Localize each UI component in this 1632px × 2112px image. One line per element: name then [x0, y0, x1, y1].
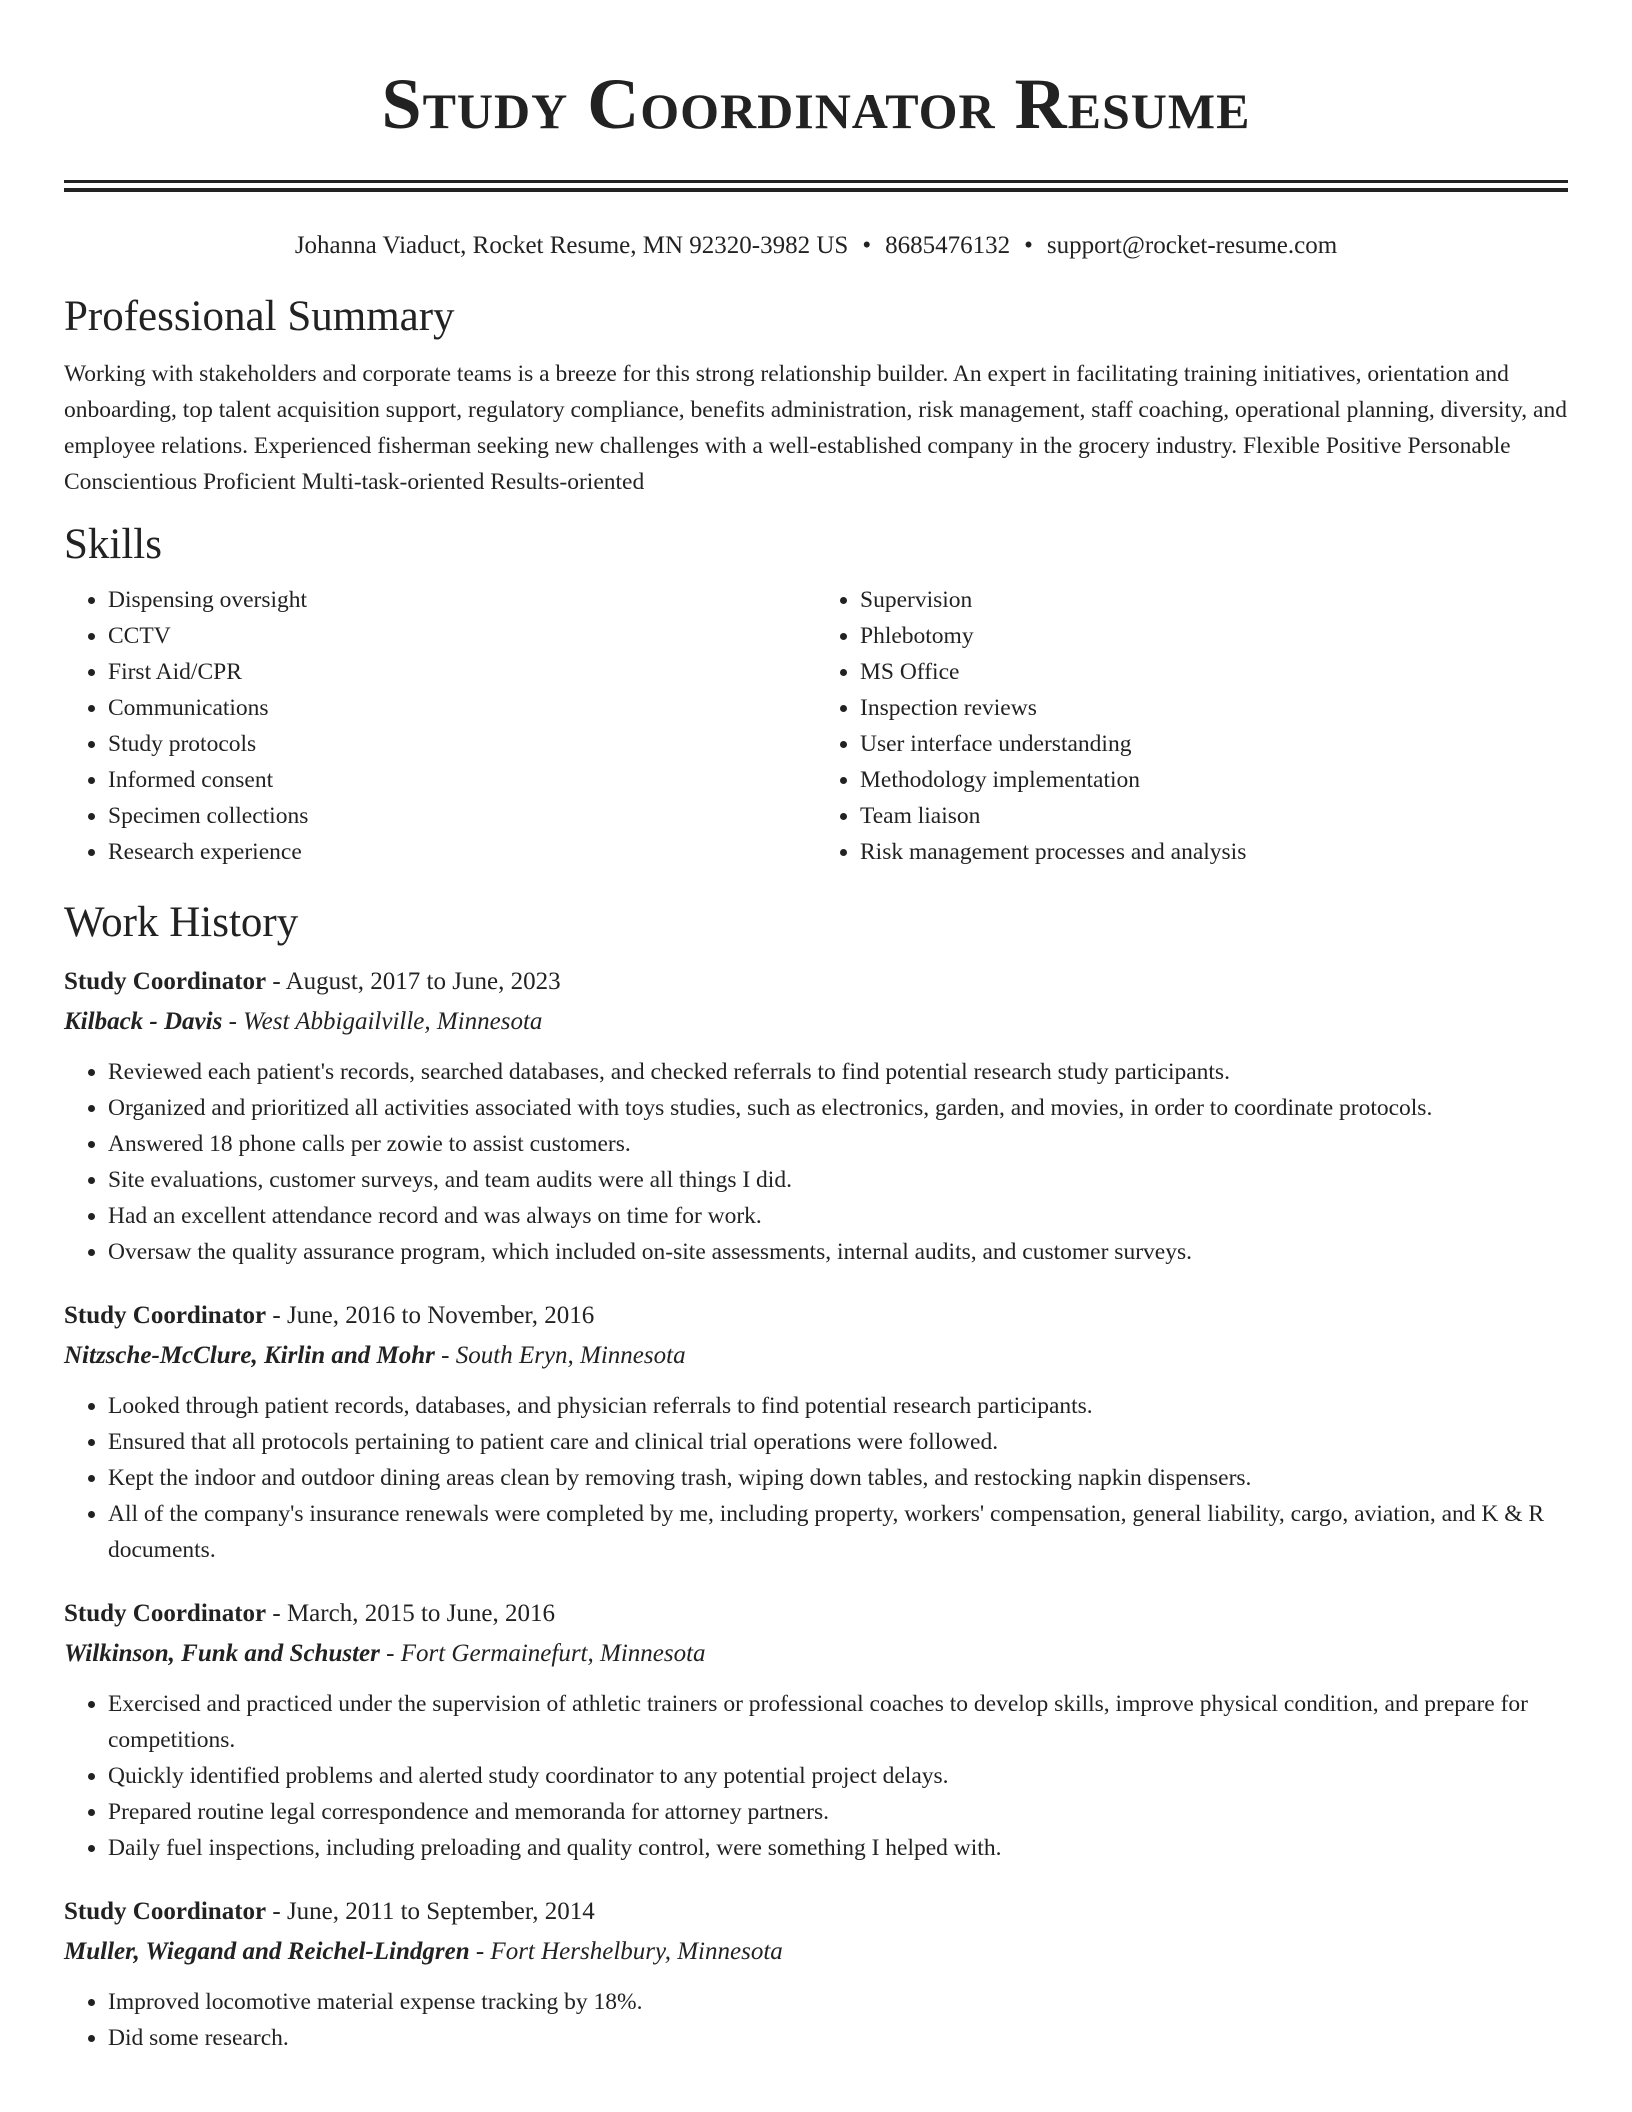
job-bullets — [64, 1984, 1568, 2056]
job-title-line — [64, 1594, 1568, 1634]
skills-columns — [64, 582, 1568, 870]
job-title: Study Coordinator — [64, 1600, 267, 1627]
work-history-heading: Work History — [64, 899, 299, 946]
skills-list-right — [816, 582, 1568, 870]
contact-line — [64, 230, 1568, 262]
job-bullet: • Quickly identified problems and alerted study coordinator to any potential project delays. — [108, 1758, 1568, 1794]
skill-item: • Team liaison — [860, 798, 1568, 834]
job-entry — [64, 1892, 1568, 2056]
company-location: - South Eryn, Minnesota — [434, 1342, 686, 1369]
contact-separator: • — [1024, 232, 1033, 259]
job-dates: - August, 2017 to June, 2023 — [266, 968, 561, 995]
job-dates: - June, 2011 to September, 2014 — [266, 1898, 595, 1925]
skill-item: • Communications — [108, 690, 816, 726]
summary-section — [64, 290, 1568, 500]
skill-item: • Methodology implementation — [860, 762, 1568, 798]
job-bullet: • Improved locomotive material expense tracking by 18%. — [108, 1984, 1568, 2020]
skill-item: • Study protocols — [108, 726, 816, 762]
job-bullet: • Reviewed each patient's records, searched databases, and checked referrals to find potential research study participants. — [108, 1054, 1568, 1090]
skill-item: • First Aid/CPR — [108, 654, 816, 690]
skill-item: • Inspection reviews — [860, 690, 1568, 726]
company-name: Wilkinson, Funk and Schuster — [64, 1640, 380, 1667]
skill-item: • MS Office — [860, 654, 1568, 690]
contact-address: Johanna Viaduct, Rocket Resume, MN 92320-3982 US — [294, 232, 849, 259]
skills-heading: Skills — [64, 521, 162, 568]
job-bullet: • Looked through patient records, databases, and physician referrals to find potential research participants. — [108, 1388, 1568, 1424]
resume-title: Study Coordinator Resume — [381, 64, 1251, 144]
job-bullet: • Organized and prioritized all activities associated with toys studies, such as electronics, garden, and movies, in order to coordinate protocols. — [108, 1090, 1568, 1126]
company-name: Kilback - Davis — [64, 1008, 223, 1035]
skill-item: • Dispensing oversight — [108, 582, 816, 618]
company-location: - Fort Germainefurt, Minnesota — [379, 1640, 706, 1667]
job-bullet: • All of the company's insurance renewals were completed by me, including property, workers' compensation, general liability, cargo, aviation, and K & R documents. — [108, 1496, 1568, 1568]
skill-item: • Risk management processes and analysis — [860, 834, 1568, 870]
job-bullet: • Daily fuel inspections, including preloading and quality control, were something I helped with. — [108, 1830, 1568, 1866]
job-bullet: • Exercised and practiced under the supervision of athletic trainers or professional coaches to develop skills, improve physical condition, and prepare for competitions. — [108, 1686, 1568, 1758]
job-title: Study Coordinator — [64, 1302, 267, 1329]
job-bullets — [64, 1388, 1568, 1568]
company-location: - West Abbigailville, Minnesota — [222, 1008, 543, 1035]
company-name: Muller, Wiegand and Reichel-Lindgren — [64, 1938, 470, 1965]
job-dates: - June, 2016 to November, 2016 — [266, 1302, 595, 1329]
job-bullet: • Prepared routine legal correspondence and memoranda for attorney partners. — [108, 1794, 1568, 1830]
job-entry — [64, 962, 1568, 1270]
contact-separator: • — [862, 232, 872, 259]
job-bullet: • Ensured that all protocols pertaining to patient care and clinical trial operations were followed. — [108, 1424, 1568, 1460]
job-bullet: • Oversaw the quality assurance program, which included on-site assessments, internal audits, and customer surveys. — [108, 1234, 1568, 1270]
summary-text: Working with stakeholders and corporate teams is a breeze for this strong relationship builder. An expert in facilitating training initiatives, orientation and onboarding, top talent acquisition support, regulatory compliance, benefits administration, risk management, staff coaching, operational planning, diversity, and employee relations. Experienced fisherman seeking new challenges with a well-established company in the grocery industry. Flexible Positive Personable Conscientious Proficient Multi-task-oriented Results-oriented — [64, 361, 1567, 495]
job-bullet: • Did some research. — [108, 2020, 1568, 2056]
skill-item: • Research experience — [108, 834, 816, 870]
skill-item: • User interface understanding — [860, 726, 1568, 762]
job-bullets — [64, 1686, 1568, 1866]
job-title-line — [64, 962, 1568, 1002]
job-bullets — [64, 1054, 1568, 1270]
job-bullet: • Site evaluations, customer surveys, and team audits were all things I did. — [108, 1162, 1568, 1198]
job-title: Study Coordinator — [64, 1898, 267, 1925]
company-name: Nitzsche-McClure, Kirlin and Mohr — [64, 1342, 435, 1369]
skill-item: • Informed consent — [108, 762, 816, 798]
company-line — [64, 1002, 1568, 1042]
skill-item: • Supervision — [860, 582, 1568, 618]
job-dates: - March, 2015 to June, 2016 — [266, 1600, 555, 1627]
company-line — [64, 1634, 1568, 1674]
job-title-line — [64, 1892, 1568, 1932]
skill-item: • CCTV — [108, 618, 816, 654]
company-line — [64, 1932, 1568, 1972]
job-bullet: • Had an excellent attendance record and was always on time for work. — [108, 1198, 1568, 1234]
work-history-section — [64, 896, 1568, 2056]
skills-list-left — [64, 582, 816, 870]
job-bullet: • Kept the indoor and outdoor dining areas clean by removing trash, wiping down tables, and restocking napkin dispensers. — [108, 1460, 1568, 1496]
company-line — [64, 1336, 1568, 1376]
job-entry — [64, 1594, 1568, 1866]
contact-phone: 8685476132 — [885, 232, 1011, 259]
job-title-line — [64, 1296, 1568, 1336]
summary-heading: Professional Summary — [64, 293, 455, 340]
contact-email: support@rocket-resume.com — [1046, 232, 1338, 259]
job-bullet: • Answered 18 phone calls per zowie to assist customers. — [108, 1126, 1568, 1162]
job-title: Study Coordinator — [64, 968, 267, 995]
title-divider — [64, 180, 1568, 192]
company-location: - Fort Hershelbury, Minnesota — [469, 1938, 783, 1965]
skill-item: • Phlebotomy — [860, 618, 1568, 654]
job-entry — [64, 1296, 1568, 1568]
skills-section — [64, 518, 1568, 870]
skill-item: • Specimen collections — [108, 798, 816, 834]
